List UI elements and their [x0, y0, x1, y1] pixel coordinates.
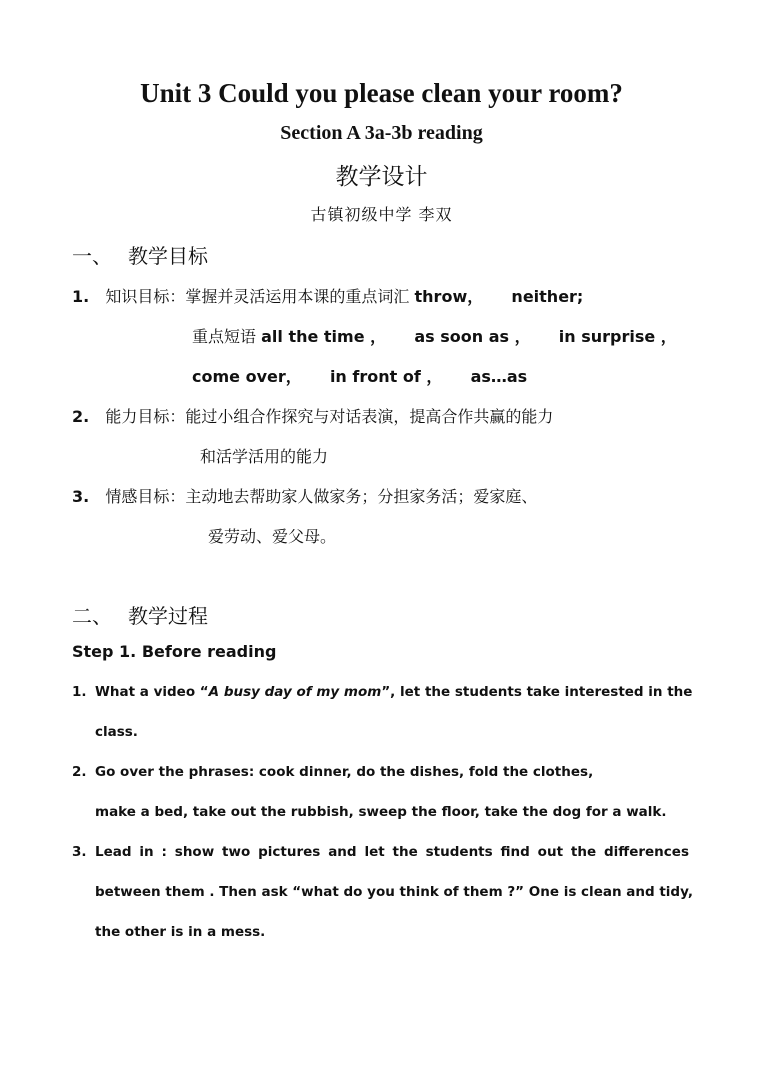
- step-item-3-line-2: between them . Then ask “what do you think of them ?” One is clean and tidy,: [95, 884, 693, 900]
- goal-3-line-2: 爱劳动、爱父母。: [208, 527, 337, 546]
- author-line: 古镇初级中学 李双: [310, 205, 453, 224]
- goal-1-line-2: [192, 324, 677, 347]
- document-subtitle: Section A 3a-3b reading: [280, 122, 483, 144]
- step-item-3-line-3: the other is in a mess.: [95, 924, 266, 940]
- video-title: A busy day of my mom: [208, 684, 382, 700]
- goal-1-number: 1.: [72, 287, 90, 306]
- goal-3-number: 3.: [72, 487, 90, 506]
- phrase-6: as…as: [470, 367, 528, 386]
- goal-1-line-1: [72, 284, 583, 307]
- design-title: 教学设计: [335, 164, 428, 190]
- goal-1-word-2: neither;: [511, 287, 584, 306]
- goal-2-line-2: 和活学活用的能力: [200, 447, 329, 466]
- step-item-3-number: 3.: [72, 844, 87, 860]
- step-item-1-prefix: What a video “: [95, 684, 209, 700]
- step-item-1-line-2: class.: [95, 724, 138, 740]
- goal-2-text: 能力目标：能过小组合作探究与对话表演，提高合作共赢的能力: [105, 407, 554, 426]
- step-item-3-line-1: Lead in : show two pictures and let the students find out the differences: [95, 844, 689, 860]
- step-item-2-line-2: make a bed, take out the rubbish, sweep the floor, take the dog for a walk.: [95, 804, 667, 820]
- goal-1-word-1: throw，: [414, 287, 484, 306]
- section-2-title: 教学过程: [128, 604, 208, 628]
- step-item-1-number: 1.: [72, 684, 87, 700]
- section-2-heading: [72, 600, 208, 629]
- step-item-2-number: 2.: [72, 764, 87, 780]
- goal-3-line-1: [72, 484, 537, 507]
- goal-1-line-3: [192, 364, 527, 387]
- step-item-2-line-1: Go over the phrases: cook dinner, do the dishes, fold the clothes,: [95, 764, 594, 780]
- phrase-label: 重点短语: [192, 327, 257, 346]
- phrase-4: come over，: [192, 367, 302, 386]
- section-1-heading: [72, 240, 208, 269]
- goal-2-number: 2.: [72, 407, 90, 426]
- phrase-2: as soon as ，: [414, 327, 531, 346]
- step-item-1-line-1: [95, 684, 693, 700]
- goal-2-line-1: [72, 404, 553, 427]
- step-1-title: Step 1. Before reading: [72, 642, 277, 661]
- phrase-3: in surprise ，: [558, 327, 677, 346]
- phrase-1: all the time ，: [261, 327, 387, 346]
- goal-3-text: 情感目标：主动地去帮助家人做家务；分担家务活；爱家庭、: [105, 487, 538, 506]
- section-1-title: 教学目标: [128, 244, 208, 268]
- phrase-5: in front of ，: [329, 367, 443, 386]
- section-1-number: 一、: [72, 244, 112, 268]
- section-2-number: 二、: [72, 604, 112, 628]
- document-title: Unit 3 Could you please clean your room?: [140, 78, 623, 108]
- step-item-1-suffix: ”, let the students take interested in the: [381, 684, 693, 700]
- goal-1-label: 知识目标：掌握并灵活运用本课的重点词汇: [105, 287, 410, 306]
